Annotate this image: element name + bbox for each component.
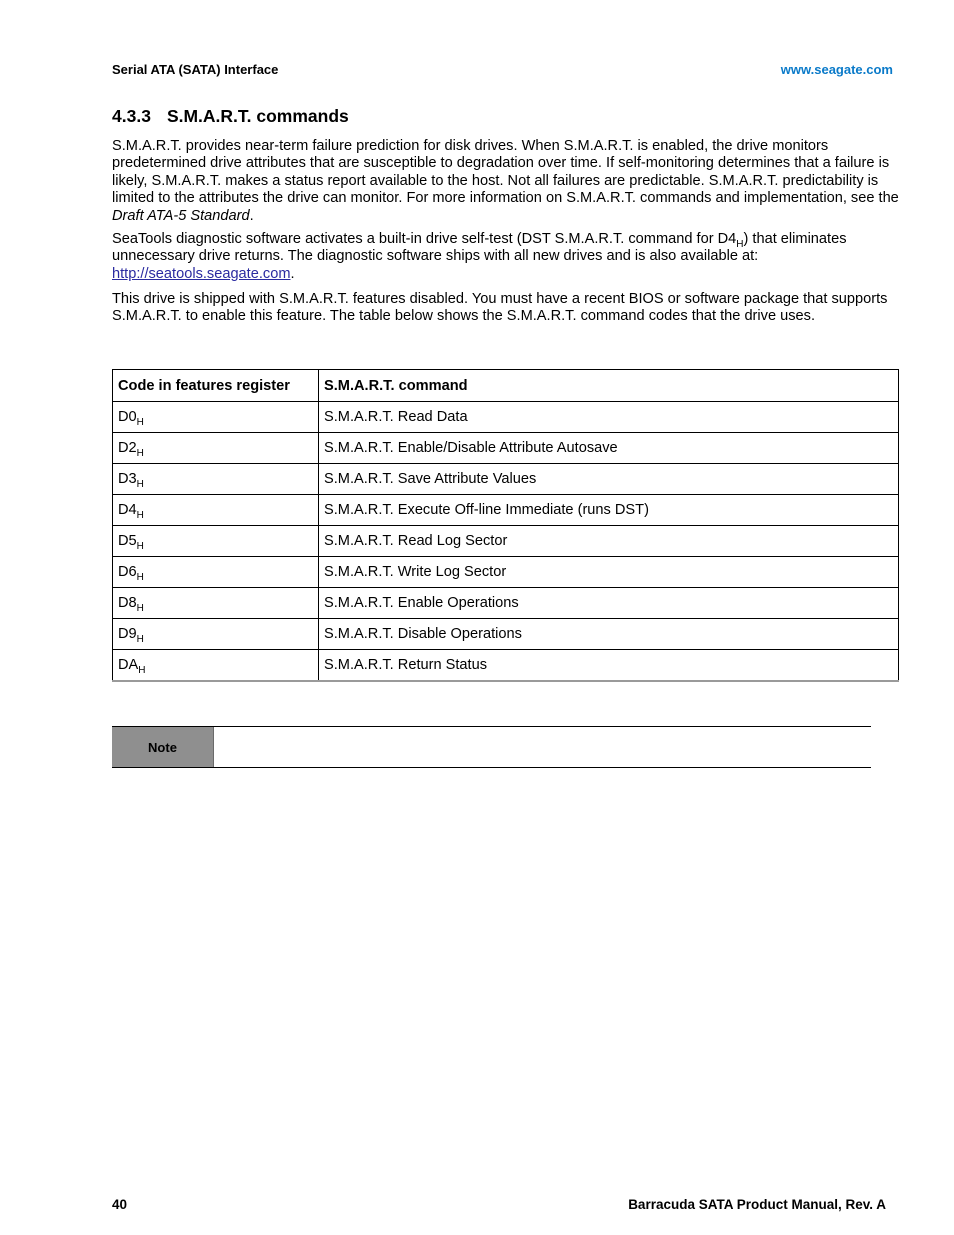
table-row	[113, 557, 899, 588]
header-website-link[interactable]: www.seagate.com	[780, 62, 893, 77]
code-value: D0	[118, 409, 137, 425]
command-cell: S.M.A.R.T. Save Attribute Values	[319, 464, 899, 495]
code-cell	[113, 650, 319, 682]
code-cell	[113, 619, 319, 650]
section-number: 4.3.3	[112, 106, 151, 126]
code-cell	[113, 588, 319, 619]
table-row	[113, 402, 899, 433]
code-value: D6	[118, 564, 137, 580]
p2-text-start: SeaTools diagnostic software activates a built-in drive self-test (DST S.M.A.R.T. command for D4	[112, 231, 737, 247]
page-number: 40	[112, 1197, 128, 1212]
hex-subscript: H	[136, 479, 144, 490]
table-row	[113, 526, 899, 557]
running-header-title: Serial ATA (SATA) Interface	[112, 62, 279, 77]
table-row	[113, 650, 899, 682]
table-row	[113, 588, 899, 619]
table-row	[113, 495, 899, 526]
paragraph-smart-disabled: This drive is shipped with S.M.A.R.T. features disabled. You must have a recent BIOS or software package that supports S.M.A.R.T. to enable this feature. The table below shows the S.M.A.R.T. command codes that the drive uses.	[112, 291, 888, 325]
hex-subscript: H	[136, 448, 144, 459]
note-box	[112, 726, 871, 768]
code-cell	[113, 495, 319, 526]
p1-standard-reference: Draft ATA-5 Standard	[112, 207, 250, 224]
code-value: D5	[118, 533, 137, 549]
command-cell: S.M.A.R.T. Return Status	[319, 650, 899, 682]
p2-text-mid: ) that eliminates unnecessary drive returns. The diagnostic software ships with all new drives and is also available at:	[112, 231, 847, 265]
code-cell	[113, 526, 319, 557]
code-value: DA	[118, 657, 139, 673]
command-cell: S.M.A.R.T. Read Data	[319, 402, 899, 433]
hex-subscript: H	[136, 572, 144, 583]
hex-subscript: H	[138, 665, 146, 676]
hex-subscript: H	[136, 417, 144, 428]
column-header-code: Code in features register	[113, 370, 319, 402]
section-title-text: S.M.A.R.T. commands	[166, 106, 349, 126]
code-value: D9	[118, 626, 137, 642]
hex-subscript: H	[136, 541, 144, 552]
code-cell	[113, 557, 319, 588]
command-cell: S.M.A.R.T. Read Log Sector	[319, 526, 899, 557]
table-row	[113, 433, 899, 464]
table-row	[113, 464, 899, 495]
p1-period: .	[249, 207, 254, 224]
p1-text: S.M.A.R.T. provides near-term failure prediction for disk drives. When S.M.A.R.T. is enabled, the drive monitors predetermined drive attributes that are susceptible to degradation over time. If self-monitoring determines that a failure is likely, S.M.A.R.T. makes a status report available to the host. Not all failures are predictable. S.M.A.R.T. predictability is limited to the attributes the drive can monitor. For more information on S.M.A.R.T. commands and implementation, see the	[112, 138, 899, 207]
hex-subscript: H	[136, 510, 144, 521]
command-cell: S.M.A.R.T. Write Log Sector	[319, 557, 899, 588]
code-cell	[113, 464, 319, 495]
code-value: D3	[118, 471, 137, 487]
smart-commands-table	[112, 369, 899, 682]
hex-subscript: H	[136, 603, 144, 614]
command-cell: S.M.A.R.T. Enable Operations	[319, 588, 899, 619]
command-cell: S.M.A.R.T. Enable/Disable Attribute Autosave	[319, 433, 899, 464]
paragraph-seatools	[112, 231, 902, 283]
command-cell: S.M.A.R.T. Disable Operations	[319, 619, 899, 650]
code-value: D2	[118, 440, 137, 456]
code-cell	[113, 433, 319, 464]
paragraph-smart-intro	[112, 138, 902, 225]
code-value: D4	[118, 502, 137, 518]
table-row	[113, 619, 899, 650]
seatools-link[interactable]: http://seatools.seagate.com	[112, 265, 291, 282]
table-header-row	[113, 370, 899, 402]
hex-subscript: H	[136, 634, 144, 645]
command-cell: S.M.A.R.T. Execute Off-line Immediate (runs DST)	[319, 495, 899, 526]
code-value: D8	[118, 595, 137, 611]
p2-hex-subscript: H	[736, 239, 744, 250]
note-label: Note	[112, 727, 214, 767]
column-header-command: S.M.A.R.T. command	[319, 370, 899, 402]
footer-manual-title: Barracuda SATA Product Manual, Rev. A	[628, 1197, 886, 1212]
p2-period: .	[290, 265, 295, 282]
section-heading	[112, 106, 349, 127]
code-cell	[113, 402, 319, 433]
